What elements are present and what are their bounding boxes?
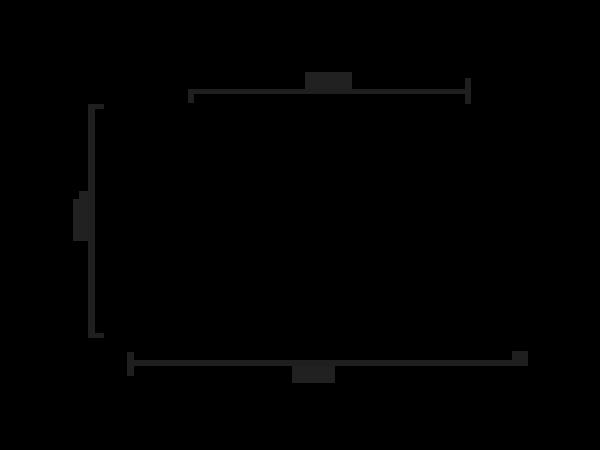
top-dimension-label-block — [305, 72, 352, 89]
left-dimension-label-block-step — [79, 191, 88, 200]
top-dimension-right-end-tick — [465, 78, 471, 104]
bottom-dimension-label-block — [292, 366, 335, 383]
bottom-dimension-left-end-tick — [127, 352, 134, 376]
left-dimension-bottom-stub — [88, 333, 104, 338]
top-dimension-left-stub — [188, 89, 194, 103]
left-dimension-line — [88, 104, 95, 338]
bottom-dimension-right-stub — [512, 351, 528, 360]
left-dimension-top-stub — [88, 104, 104, 109]
top-dimension-line — [188, 89, 471, 94]
left-dimension-label-block — [73, 199, 88, 241]
